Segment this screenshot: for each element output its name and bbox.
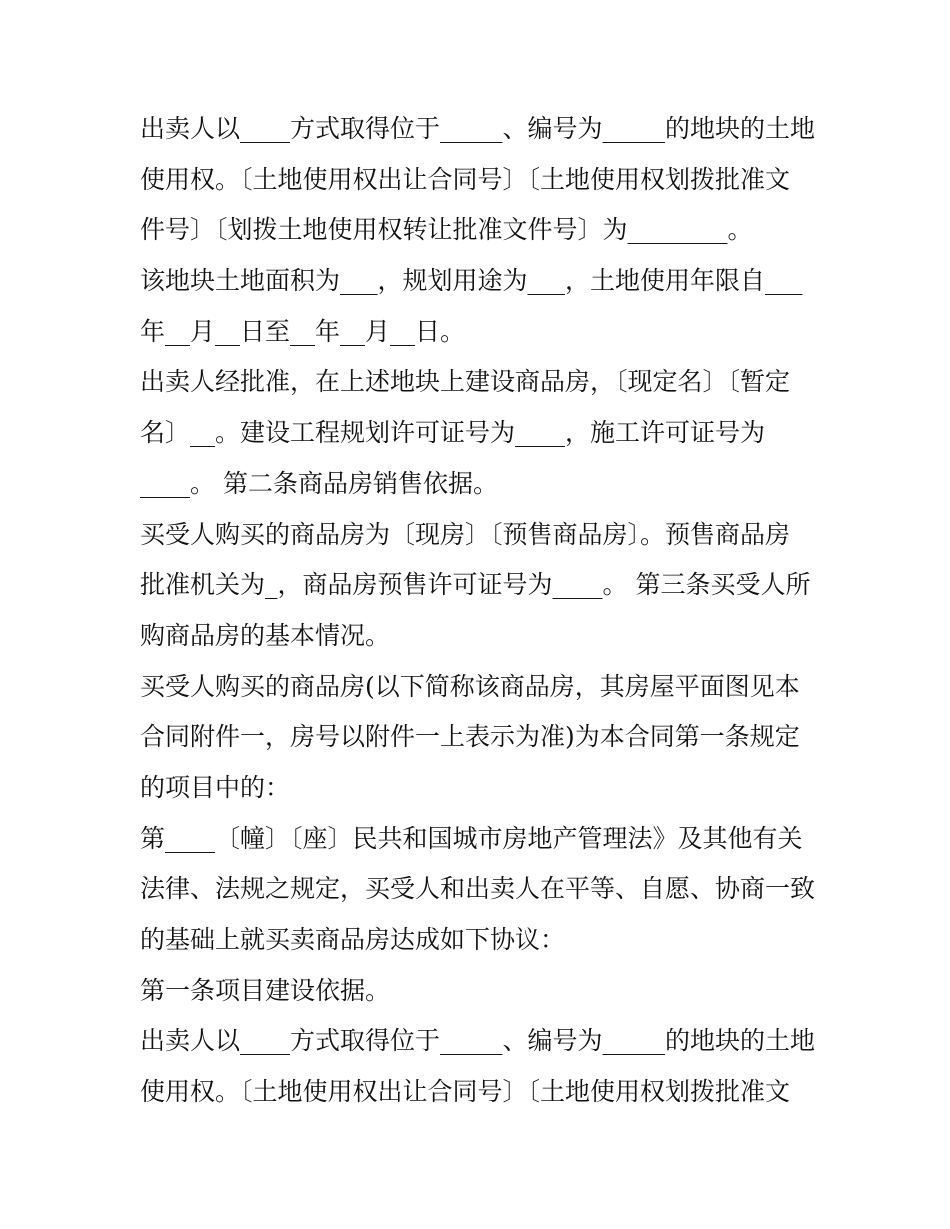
text-line: 使用权。〔土地使用权出让合同号〕〔土地使用权划拨批准文 [140,1077,791,1107]
text-line: 第一条项目建设依据。 [140,975,391,1005]
text-line: 的基础上就买卖商品房达成如下协议： [140,925,566,954]
text-line: 年__月__日至__年__月__日。 [140,316,466,346]
text-line: 出卖人经批准，在上述地块上建设商品房，〔现定名〕〔暂定 [140,367,791,397]
text-line: 出卖人以____方式取得位于_____、编号为_____的地块的土地 [140,1026,816,1056]
text-line: ____。 第二条商品房销售依据。 [140,468,498,498]
contract-text [140,104,820,1118]
text-line: 法律、法规之规定，买受人和出卖人在平等、自愿、协商一致 [140,874,816,904]
text-line: 名〕__。建设工程规划许可证号为____，施工许可证号为 [140,418,766,448]
text-line: 使用权。〔土地使用权出让合同号〕〔土地使用权划拨批准文 [140,164,791,194]
text-line: 件号〕〔划拨土地使用权转让批准文件号〕为________。 [140,215,753,245]
text-line: 买受人购买的商品房为〔现房〕〔预售商品房〕。预售商品房 [140,519,791,549]
text-line: 的项目中的： [140,772,291,802]
text-line: 该地块土地面积为___，规划用途为___，土地使用年限自___ [140,266,803,296]
text-line: 批准机关为_，商品房预售许可证号为____。 第三条买受人所 [140,570,811,600]
text-line: 买受人购买的商品房(以下简称该商品房，其房屋平面图见本 [140,671,800,701]
text-line: 第____〔幢〕〔座〕民共和国城市房地产管理法》及其他有关 [140,823,803,853]
text-line: 出卖人以____方式取得位于_____、编号为_____的地块的土地 [140,114,816,143]
text-line: 购商品房的基本情况。 [140,620,391,650]
text-line: 合同附件一，房号以附件一上表示为准)为本合同第一条规定 [140,722,800,752]
